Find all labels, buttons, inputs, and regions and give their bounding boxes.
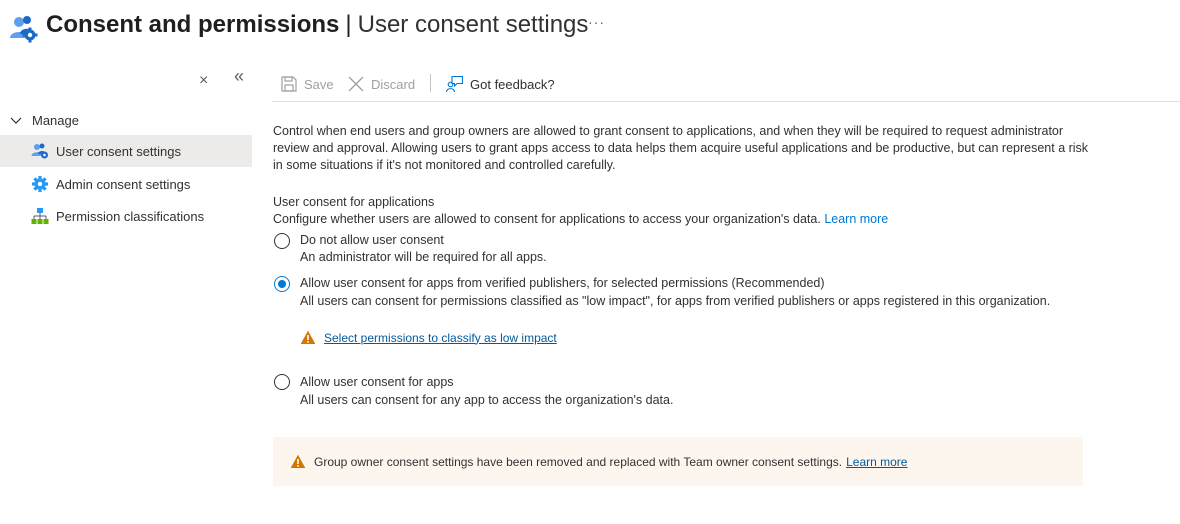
page-title bbox=[46, 10, 588, 40]
discard-label: Discard bbox=[371, 76, 416, 92]
sidebar-item-admin-consent-settings[interactable] bbox=[0, 168, 252, 200]
users-gear-icon bbox=[31, 142, 49, 160]
page-description: Control when end users and group owners are allowed to grant consent to applications, and when they will be required to request administrator review and approval. Allowing users to grant apps access to data helps them acquire useful applications and be productive, but can represent a risk in some situations if it's not monitored and controlled carefully. bbox=[273, 124, 1089, 172]
option-label: Allow user consent for apps bbox=[300, 375, 454, 389]
section-description-text: Configure whether users are allowed to consent for applications to access your organization's data. bbox=[273, 212, 821, 226]
feedback-person-icon bbox=[446, 75, 464, 93]
option-label: Allow user consent for apps from verified publishers, for selected permissions (Recommended) bbox=[300, 276, 825, 290]
collapse-sidebar-icon[interactable]: « bbox=[234, 66, 245, 86]
feedback-label: Got feedback? bbox=[470, 76, 555, 92]
option-description: All users can consent for permissions classified as "low impact", for apps from verified publishers or apps registered in this organization. bbox=[300, 294, 1051, 308]
close-icon[interactable]: × bbox=[199, 72, 209, 89]
radio-allow-verified-publishers[interactable] bbox=[274, 276, 290, 292]
section-description bbox=[273, 212, 888, 226]
toolbar-separator-line bbox=[272, 101, 1180, 102]
gear-icon bbox=[31, 175, 49, 193]
warning-banner bbox=[273, 437, 1083, 486]
hierarchy-icon bbox=[31, 207, 49, 225]
banner-learn-more-link[interactable]: Learn more bbox=[846, 454, 908, 469]
section-title: User consent for applications bbox=[273, 195, 435, 209]
radio-do-not-allow[interactable] bbox=[274, 233, 290, 249]
save-label: Save bbox=[304, 76, 334, 92]
feedback-button[interactable] bbox=[446, 72, 555, 96]
save-icon bbox=[280, 75, 298, 93]
toolbar-divider bbox=[430, 74, 431, 92]
more-options-button[interactable]: ··· bbox=[588, 14, 605, 30]
discard-button[interactable] bbox=[347, 72, 415, 96]
warning-icon bbox=[290, 454, 306, 469]
sidebar-item-label: Permission classifications bbox=[56, 208, 205, 224]
sidebar-group-label: Manage bbox=[32, 112, 79, 128]
title-separator: | bbox=[345, 11, 352, 38]
save-button[interactable] bbox=[280, 72, 334, 96]
classify-permissions-link[interactable]: Select permissions to classify as low impact bbox=[324, 330, 557, 345]
option-label: Do not allow user consent bbox=[300, 233, 444, 247]
option-description: An administrator will be required for all apps. bbox=[300, 250, 547, 264]
sidebar-item-user-consent-settings[interactable] bbox=[0, 135, 252, 167]
sidebar-group-manage[interactable] bbox=[8, 110, 79, 130]
classify-permissions-row bbox=[300, 330, 557, 345]
option-description: All users can consent for any app to access the organization's data. bbox=[300, 393, 674, 407]
learn-more-link[interactable]: Learn more bbox=[824, 212, 889, 226]
warning-icon bbox=[300, 330, 316, 345]
users-gear-icon bbox=[8, 14, 38, 44]
chevron-down-icon bbox=[8, 112, 24, 128]
sidebar-item-permission-classifications[interactable] bbox=[0, 200, 252, 232]
close-icon bbox=[347, 75, 365, 93]
page-title-main: Consent and permissions bbox=[46, 11, 340, 38]
sidebar-item-label: User consent settings bbox=[56, 143, 182, 159]
sidebar-item-label: Admin consent settings bbox=[56, 176, 191, 192]
radio-allow-all-apps[interactable] bbox=[274, 374, 290, 390]
page-subtitle: User consent settings bbox=[357, 11, 589, 38]
banner-text: Group owner consent settings have been removed and replaced with Team owner consent settings. bbox=[314, 454, 843, 469]
